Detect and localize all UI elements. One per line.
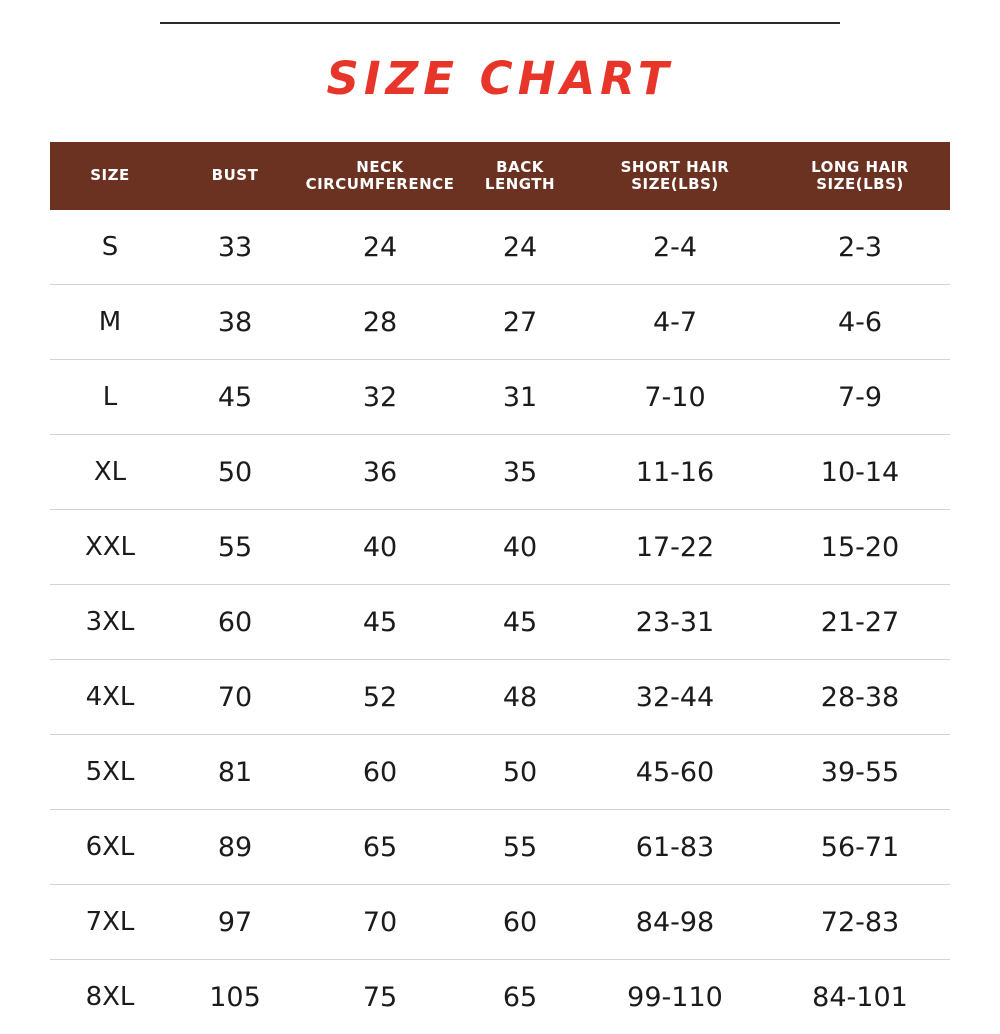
cell-long-hair: 39-55 xyxy=(770,735,950,810)
cell-neck: 60 xyxy=(300,735,460,810)
cell-long-hair: 56-71 xyxy=(770,810,950,885)
cell-back-length: 65 xyxy=(460,960,580,1034)
cell-neck: 70 xyxy=(300,885,460,960)
cell-neck: 36 xyxy=(300,435,460,510)
column-header-bust-line1: BUST xyxy=(212,166,259,184)
column-header-bust xyxy=(170,142,300,210)
cell-neck: 75 xyxy=(300,960,460,1034)
cell-long-hair: 28-38 xyxy=(770,660,950,735)
cell-short-hair: 17-22 xyxy=(580,510,770,585)
cell-neck: 24 xyxy=(300,210,460,285)
cell-neck: 65 xyxy=(300,810,460,885)
cell-neck: 28 xyxy=(300,285,460,360)
page-title: SIZE CHART xyxy=(0,52,1000,105)
cell-bust: 70 xyxy=(170,660,300,735)
cell-long-hair: 15-20 xyxy=(770,510,950,585)
table-row xyxy=(50,510,950,585)
column-header-short-hair-line1: SHORT HAIR xyxy=(621,158,730,176)
cell-size: L xyxy=(50,360,170,435)
table-body xyxy=(50,210,950,1034)
cell-short-hair: 61-83 xyxy=(580,810,770,885)
cell-short-hair: 32-44 xyxy=(580,660,770,735)
cell-size: 7XL xyxy=(50,885,170,960)
cell-short-hair: 7-10 xyxy=(580,360,770,435)
cell-bust: 105 xyxy=(170,960,300,1034)
cell-size: 3XL xyxy=(50,585,170,660)
cell-long-hair: 4-6 xyxy=(770,285,950,360)
cell-size: 5XL xyxy=(50,735,170,810)
cell-size: XXL xyxy=(50,510,170,585)
cell-back-length: 55 xyxy=(460,810,580,885)
cell-back-length: 27 xyxy=(460,285,580,360)
table-row xyxy=(50,210,950,285)
cell-long-hair: 72-83 xyxy=(770,885,950,960)
table-row xyxy=(50,960,950,1034)
cell-short-hair: 4-7 xyxy=(580,285,770,360)
column-header-long-hair-line1: LONG HAIR xyxy=(811,158,909,176)
cell-size: M xyxy=(50,285,170,360)
cell-bust: 38 xyxy=(170,285,300,360)
cell-back-length: 45 xyxy=(460,585,580,660)
cell-short-hair: 45-60 xyxy=(580,735,770,810)
cell-size: S xyxy=(50,210,170,285)
table-row xyxy=(50,585,950,660)
table-row xyxy=(50,435,950,510)
cell-back-length: 35 xyxy=(460,435,580,510)
cell-long-hair: 21-27 xyxy=(770,585,950,660)
column-header-short-hair-line2: SIZE(LBS) xyxy=(582,176,768,193)
cell-short-hair: 23-31 xyxy=(580,585,770,660)
table-row xyxy=(50,360,950,435)
table-header-row xyxy=(50,142,950,210)
cell-size: XL xyxy=(50,435,170,510)
column-header-long-hair-line2: SIZE(LBS) xyxy=(772,176,948,193)
cell-neck: 32 xyxy=(300,360,460,435)
cell-bust: 33 xyxy=(170,210,300,285)
column-header-size xyxy=(50,142,170,210)
cell-short-hair: 2-4 xyxy=(580,210,770,285)
cell-neck: 52 xyxy=(300,660,460,735)
cell-short-hair: 84-98 xyxy=(580,885,770,960)
cell-long-hair: 84-101 xyxy=(770,960,950,1034)
table-row xyxy=(50,285,950,360)
cell-back-length: 48 xyxy=(460,660,580,735)
cell-back-length: 50 xyxy=(460,735,580,810)
table-row xyxy=(50,810,950,885)
cell-back-length: 24 xyxy=(460,210,580,285)
column-header-back-length xyxy=(460,142,580,210)
cell-long-hair: 10-14 xyxy=(770,435,950,510)
column-header-short-hair-size xyxy=(580,142,770,210)
column-header-size-line1: SIZE xyxy=(90,166,130,184)
cell-bust: 89 xyxy=(170,810,300,885)
size-chart-table-container xyxy=(50,142,950,1034)
cell-bust: 97 xyxy=(170,885,300,960)
cell-long-hair: 7-9 xyxy=(770,360,950,435)
cell-back-length: 31 xyxy=(460,360,580,435)
cell-bust: 50 xyxy=(170,435,300,510)
cell-back-length: 60 xyxy=(460,885,580,960)
column-header-neck-circumference xyxy=(300,142,460,210)
column-header-back-line1: BACK xyxy=(496,158,544,176)
column-header-neck-line2: CIRCUMFERENCE xyxy=(302,176,458,193)
cell-back-length: 40 xyxy=(460,510,580,585)
cell-short-hair: 99-110 xyxy=(580,960,770,1034)
column-header-long-hair-size xyxy=(770,142,950,210)
cell-bust: 55 xyxy=(170,510,300,585)
top-divider xyxy=(160,22,840,24)
cell-bust: 81 xyxy=(170,735,300,810)
column-header-back-line2: LENGTH xyxy=(462,176,578,193)
cell-bust: 60 xyxy=(170,585,300,660)
cell-size: 4XL xyxy=(50,660,170,735)
column-header-neck-line1: NECK xyxy=(356,158,403,176)
table-row xyxy=(50,660,950,735)
cell-short-hair: 11-16 xyxy=(580,435,770,510)
table-row xyxy=(50,735,950,810)
cell-bust: 45 xyxy=(170,360,300,435)
cell-size: 8XL xyxy=(50,960,170,1034)
cell-long-hair: 2-3 xyxy=(770,210,950,285)
size-chart-table xyxy=(50,142,950,1034)
cell-size: 6XL xyxy=(50,810,170,885)
cell-neck: 45 xyxy=(300,585,460,660)
table-row xyxy=(50,885,950,960)
table-header xyxy=(50,142,950,210)
cell-neck: 40 xyxy=(300,510,460,585)
